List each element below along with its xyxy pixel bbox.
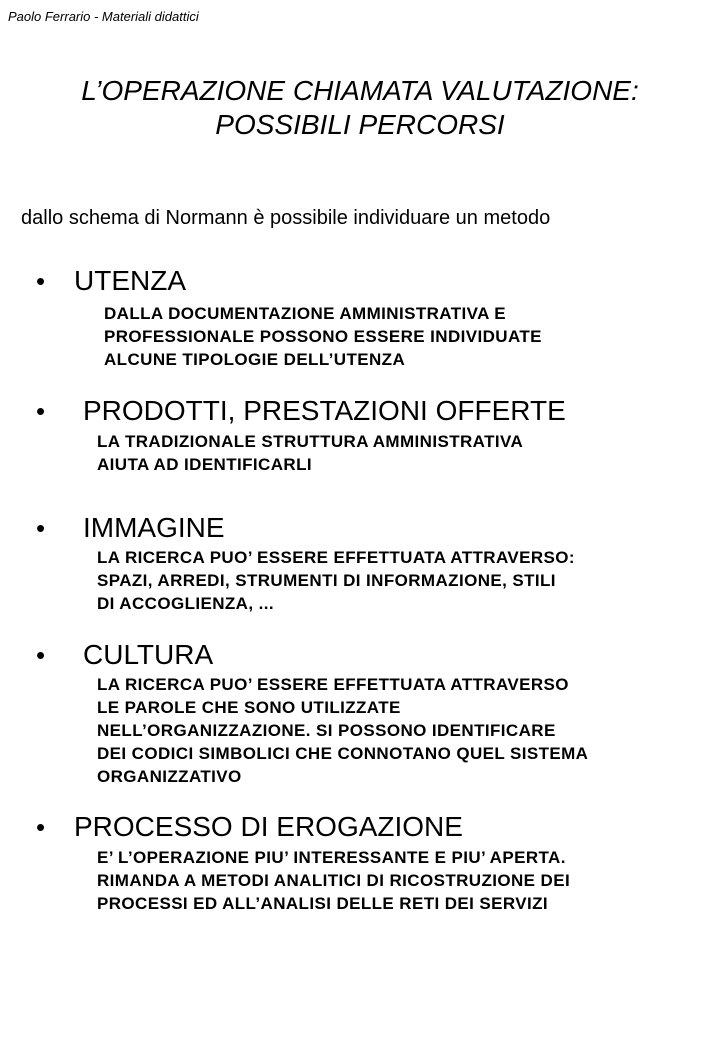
description-line: AIUTA AD IDENTIFICARLI <box>97 455 312 474</box>
description-line: LA RICERCA PUO’ ESSERE EFFETTUATA ATTRAVERSO <box>97 675 569 694</box>
description-line: DEI CODICI SIMBOLICI CHE CONNOTANO QUEL SISTEMA <box>97 744 589 763</box>
bullet-icon: • <box>36 513 46 543</box>
bullet-icon: • <box>36 640 46 670</box>
description-line: DALLA DOCUMENTAZIONE AMMINISTRATIVA E <box>104 304 506 323</box>
section-description <box>97 673 588 788</box>
bullet-icon: • <box>36 812 46 842</box>
section-description <box>97 846 570 915</box>
section-heading: UTENZA <box>74 265 186 296</box>
bullet-icon: • <box>36 396 46 426</box>
description-line: LE PAROLE CHE SONO UTILIZZATE <box>97 698 401 717</box>
description-line: PROFESSIONALE POSSONO ESSERE INDIVIDUATE <box>104 327 542 346</box>
title-line-1: L’OPERAZIONE CHIAMATA VALUTAZIONE: <box>81 75 639 106</box>
description-line: DI ACCOGLIENZA, ... <box>97 594 274 613</box>
description-line: E’ L’OPERAZIONE PIU’ INTERESSANTE E PIU’ APERTA. <box>97 848 566 867</box>
description-line: ORGANIZZATIVO <box>97 767 242 786</box>
description-line: PROCESSI ED ALL’ANALISI DELLE RETI DEI SERVIZI <box>97 894 549 913</box>
section-heading: PRODOTTI, PRESTAZIONI OFFERTE <box>83 395 566 426</box>
section-heading: CULTURA <box>83 639 214 670</box>
page-title <box>0 74 720 142</box>
section-description <box>97 430 523 476</box>
description-line: SPAZI, ARREDI, STRUMENTI DI INFORMAZIONE, STILI <box>97 571 556 590</box>
description-line: NELL’ORGANIZZAZIONE. SI POSSONO IDENTIFICARE <box>97 721 556 740</box>
description-line: ALCUNE TIPOLOGIE DELL’UTENZA <box>104 350 406 369</box>
header-note: Paolo Ferrario - Materiali didattici <box>8 9 199 24</box>
section-heading: IMMAGINE <box>83 512 225 543</box>
section-heading: PROCESSO DI EROGAZIONE <box>74 811 463 842</box>
bullet-icon: • <box>36 266 46 296</box>
section-description <box>104 302 542 371</box>
intro-text: dallo schema di Normann è possibile individuare un metodo <box>21 207 551 229</box>
description-line: LA RICERCA PUO’ ESSERE EFFETTUATA ATTRAVERSO: <box>97 548 575 567</box>
description-line: LA TRADIZIONALE STRUTTURA AMMINISTRATIVA <box>97 432 524 451</box>
title-line-2: POSSIBILI PERCORSI <box>215 109 505 140</box>
description-line: RIMANDA A METODI ANALITICI DI RICOSTRUZIONE DEI <box>97 871 571 890</box>
section-description <box>97 546 575 615</box>
